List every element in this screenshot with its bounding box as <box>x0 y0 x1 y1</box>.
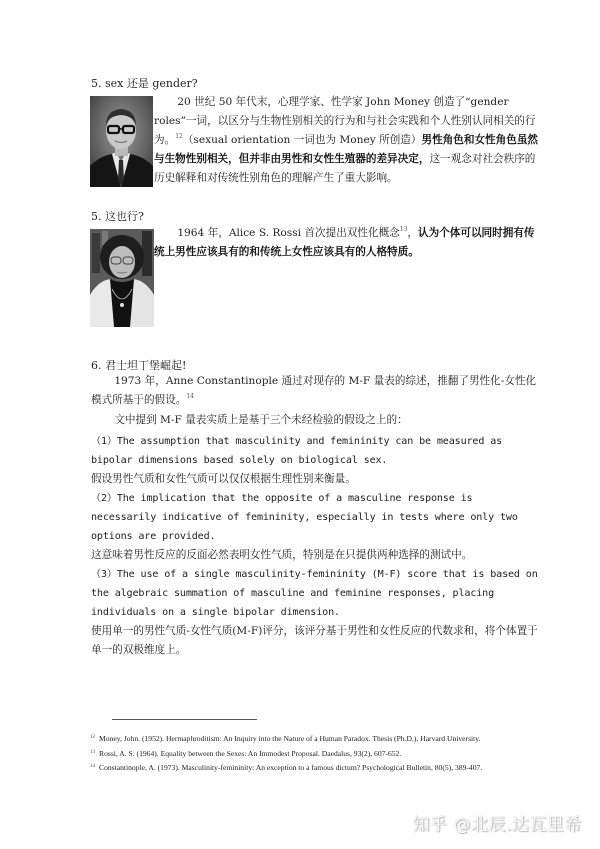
assumption-list <box>91 432 543 660</box>
footnote-number: 13 <box>90 749 95 755</box>
paragraph-paren: （sexual orientation 一词也为 Money 所创造） <box>182 134 422 146</box>
portrait-photo-alice-rossi <box>90 229 154 327</box>
footnote-13 <box>90 746 550 761</box>
assumption-chinese: 假设男性气质和女性气质可以仅仅根据生理性别来衡量。 <box>91 473 356 485</box>
footnote-14 <box>90 760 550 775</box>
section-heading-sex-or-gender: 5. sex 还是 gender? <box>91 77 198 90</box>
assumption-item-2 <box>91 489 543 565</box>
footnote-text: Constantinople, A. (1973). Masculinity-femininity: An exception to a famous dictum? Psychological Bulletin, 80(5), 389-407. <box>99 763 483 772</box>
paragraph-bold-statement: 认为个体可以同时拥有传统上男性应该具有的和传统上女性应该具有的人格特质。 <box>154 227 535 258</box>
footnote-number: 14 <box>90 764 95 769</box>
footnote-text: Money, John. (1952). Hermaphroditism: An Inquiry into the Nature of a Human Paradox. Thesis (Ph.D.), Harvard University. <box>99 734 481 743</box>
footnote-separator <box>112 719 257 720</box>
assumption-english: （2）The implication that the opposite of a masculine response is necessarily indicative of femininity, especially in tests where only two options are provided. <box>91 493 518 542</box>
footnote-number: 12 <box>90 735 95 740</box>
footnote-ref-12[interactable]: 12 <box>175 133 183 140</box>
footnote-ref-14[interactable]: 14 <box>186 393 194 400</box>
zhihu-watermark: 知乎 @北辰.达瓦里希 <box>412 815 582 835</box>
footnotes <box>90 731 550 775</box>
footnote-12 <box>90 731 550 746</box>
assumption-item-1 <box>91 432 543 489</box>
paragraph-john-money <box>154 93 542 188</box>
paragraph-three-assumptions-intro: 文中提到 M-F 量表实质上是基于三个未经检验的假设之上的： <box>114 414 408 426</box>
assumption-chinese: 这意味着男性反应的反面必然表明女性气质，特别是在只提供两种选择的测试中。 <box>91 549 473 561</box>
section-heading-constantinople: 6. 君士坦丁堡崛起! <box>91 359 187 372</box>
portrait-man-icon <box>90 96 153 187</box>
assumption-english: （3）The use of a single masculinity-femininity (M-F) score that is based on the algebraic summation of masculine and feminine responses, placing individuals on a single bipolar dimension. <box>91 569 538 618</box>
paragraph-text: 1973 年，Anne Constantinople 通过对现存的 M-F 量表的综述，推翻了男性化-女性化模式所基于的假设。 <box>91 375 537 406</box>
footnote-ref-13[interactable]: 13 <box>399 226 408 233</box>
paragraph-comma: ， <box>407 227 418 239</box>
paragraph-intro: 20 世纪 50 年代末，心理学家、性学家 John Money 创造了“gender roles”一词，以区分与生物性别相关的行为和与社会实践和个人性别认同相关的行为。 <box>154 96 536 146</box>
section-heading-this-works-too: 5. 这也行? <box>91 210 144 223</box>
assumption-item-3 <box>91 565 543 660</box>
paragraph-anne-constantinople <box>91 372 543 410</box>
portrait-photo-john-money <box>90 96 153 187</box>
assumption-chinese: 使用单一的男性气质-女性气质(M-F)评分，该评分基于男性和女性反应的代数求和，将个体置于单一的双极维度上。 <box>91 625 538 656</box>
paragraph-intro: 1964 年，Alice S. Rossi 首次提出双性化概念 <box>177 227 400 239</box>
portrait-woman-icon <box>90 229 154 327</box>
paragraph-alice-rossi <box>154 224 542 262</box>
paragraph-bold-statement: 男性角色和女性角色虽然与生物性别相关，但并非由男性和女性生殖器的差异决定， <box>154 134 539 165</box>
footnote-text: Rossi, A. S. (1964). Equality between the Sexes: An Immodest Proposal. Daedalus, 93(2), 607-652. <box>99 748 402 758</box>
paragraph-tail: 这一观念对社会秩序的历史解释和对传统性别角色的理解产生了重大影响。 <box>154 153 536 184</box>
assumption-english: （1）The assumption that masculinity and femininity can be measured as bipolar dimensions based solely on biological sex. <box>91 436 503 466</box>
